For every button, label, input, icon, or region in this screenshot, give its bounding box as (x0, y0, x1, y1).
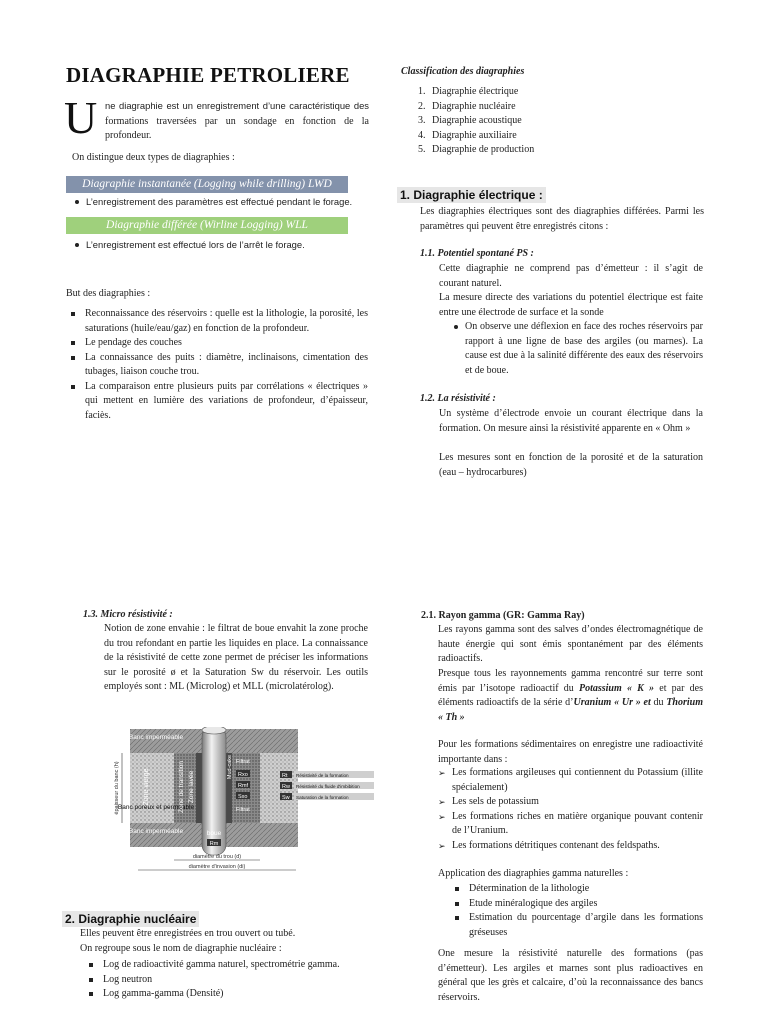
list-item: Log de radioactivité gamma naturel, spectrométrie gamma. (86, 958, 376, 973)
list-item: Détermination de la lithologie (452, 882, 703, 897)
ps-p1: Cette diagraphie ne comprend pas d’émetteur : il s’agit de courant naturel. (439, 263, 703, 289)
nucleaire-p2: On regroupe sous le nom de diagraphie nucléaire : (80, 943, 282, 954)
filtrat-label: Filtrat (236, 759, 250, 765)
list-item: Le pendage des couches (68, 336, 368, 351)
boue-label: boue (206, 830, 222, 837)
dropcap-letter: U (64, 92, 98, 143)
mud-cake-label: Mud-cake (227, 754, 233, 780)
resistivite-title: 1.2. La résistivité : (420, 393, 496, 404)
legend-code-sw: Sw (282, 795, 290, 801)
wll-list (72, 238, 362, 253)
intro-rest: formations traversées par un sondage en fonction de la profondeur. (105, 115, 369, 141)
filtrat-label-2: Filtrat (236, 807, 250, 813)
list-item: Etude minéralogique des argiles (452, 897, 703, 912)
sed-list (438, 766, 703, 853)
epaisseur-label: épaisseur du banc (h) (114, 761, 120, 815)
list-item: L’enregistrement des paramètres est effectué pendant le forage. (72, 195, 362, 210)
electrique-intro: Les diagraphies électriques sont des diagraphies différées. Parmi les paramètres qui peuvent être enregistrés citons : (420, 206, 704, 232)
list-item: ➢ Les formations riches en matière organique pouvant contenir de l’Uranium. (438, 810, 703, 839)
micro-title: 1.3. Micro résistivité : (83, 609, 173, 620)
gamma-final: One mesure la résistivité naturelle des formations (pas d’émetteur). Les argiles et marnes sont plus radioactives en général que les grès et calcaire, d’où la reconnaissance des bancs réservoirs. (438, 948, 703, 1003)
legend-code-rw: Rw (282, 784, 290, 790)
app-list (452, 882, 703, 940)
section-nucleaire-title: 2. Diagraphie nucléaire (62, 911, 199, 927)
app-intro: Application des diagraphies gamma naturelles : (438, 868, 629, 879)
banc-bot-label: Banc imperméable (128, 828, 184, 835)
banner-lwd: Diagraphie instantanée (Logging while drilling) LWD (66, 176, 348, 193)
gamma-p1: Les rayons gamma sont des salves d’ondes électromagnétique de haute énergie qui sont émis spontanément par des éléments radioactifs. (438, 624, 703, 664)
intro-paragraph (105, 99, 369, 144)
resistivite-p1: Un système d’électrode envoie un courant électrique dans la formation. On mesure ainsi la résistivité apparente en « Ohm » (439, 408, 703, 434)
zone-lavee-label: Zone lavée (188, 770, 195, 804)
list-item: Reconnaissance des réservoirs : quelle est la lithologie, la porosité, les saturations (huile/eau/gaz) en fonction de la profondeur. (68, 307, 368, 336)
lwd-list (72, 195, 362, 210)
invasion-diagram (108, 727, 378, 879)
gamma-title: 2.1. Rayon gamma (GR: Gamma Ray) (421, 610, 585, 621)
types-line: On distingue deux types de diagraphies : (72, 152, 235, 163)
legend-text-sw: Saturation de la formation (296, 795, 349, 800)
classification-list (418, 85, 718, 158)
list-item: La comparaison entre plusieurs puits par corrélations « électriques » qui mettent en lumière des variations de profondeur, d’épaisseur, faciès. (68, 380, 368, 424)
list-item: ➢ Les formations détritiques contenant des feldspaths. (438, 839, 703, 854)
list-item: ➢ Les sels de potassium (438, 795, 703, 810)
micro-text: Notion de zone envahie : le filtrat de boue envahit la zone proche du trou refondant en partie les liquides en place. La connaissance de la résistivité de cette zone permet de préciser les informations sur le porosité ø et la Saturation Sw du réservoir. Les outils employés sont : ML (Microlog) et MLL (microlatérolog). (104, 623, 368, 692)
but-heading: But des diagraphies : (66, 288, 151, 299)
gamma-p2: Presque tous les rayonnements gamma rencontré sur terre sont émis par l’isotope radioactif du Potassium « K » et par des éléments radioactifs de la série d’Uranium « Ur » et du Thorium « Th » (438, 668, 704, 723)
list-item: 3. Diagraphie acoustique (418, 115, 522, 126)
list-item: Estimation du pourcentage d’argile dans les formations gréseuses (452, 911, 703, 940)
resistivite-p2: Les mesures sont en fonction de la porosité et de la saturation (eau – hydrocarbures) (439, 452, 703, 478)
list-item: 2. Diagraphie nucléaire (418, 100, 516, 112)
zone-vierge-label: Zone vierge (143, 768, 150, 806)
rxo-label: Rxo (238, 772, 248, 778)
ps-list (451, 320, 703, 378)
list-item: L’enregistrement est effectué lors de l’arrêt le forage. (72, 238, 362, 253)
banner-wll: Diagraphie différée (Wirline Logging) WLL (66, 217, 348, 234)
list-item: On observe une déflexion en face des roches réservoirs par rapport à une ligne de base des argiles (ou marnes). La cause est due à la salinité différente des eaux des réservoirs et de boue. (451, 320, 703, 378)
list-item: 4. Diagraphie auxiliaire (418, 129, 517, 141)
classification-heading: Classification des diagraphies (401, 66, 525, 77)
legend-text-rt: Résistivité de la formation (296, 773, 349, 778)
ps-title: 1.1. Potentiel spontané PS : (420, 248, 534, 259)
banc-top-label: Banc imperméable (128, 734, 184, 741)
rm-label: Rm (209, 841, 219, 847)
diam-inv-label: diamètre d'invasion (di) (188, 864, 246, 870)
banc-mid-label: Banc poreux et perméable (117, 804, 195, 811)
page-title: DIAGRAPHIE PETROLIERE (66, 63, 350, 87)
legend-text-rw: Résistivité du fluide d'imbibition (296, 784, 360, 789)
section-electrique-title: 1. Diagraphie électrique : (397, 187, 546, 203)
ps-p2: La mesure directe des variations du potentiel électrique est faite entre une électrode de surface et la sonde (439, 292, 703, 318)
sed-intro: Pour les formations sédimentaires on enregistre une radioactivité importante dans : (438, 739, 703, 765)
but-list (68, 307, 368, 423)
legend-code-rt: Rt (282, 773, 288, 779)
list-item: 5. Diagraphie de production (418, 144, 535, 155)
diam-trou-label: diamètre du trou (d) (192, 854, 242, 860)
nucleaire-list (86, 958, 376, 1002)
zone-transition-label: Zone de transition (178, 760, 185, 814)
list-item: Log gamma-gamma (Densité) (86, 987, 376, 1002)
nucleaire-p1: Elles peuvent être enregistrées en trou ouvert ou tubé. (80, 928, 296, 939)
list-item: La connaissance des puits : diamètre, inclinaisons, cimentation des tubages, liaison couche trou. (68, 351, 368, 380)
list-item: 1. Diagraphie électrique (418, 86, 519, 97)
list-item: Log neutron (86, 973, 376, 988)
sxo-label: Sxo (238, 794, 248, 800)
rmf-label: Rmf (238, 783, 249, 789)
list-item: ➢ Les formations argileuses qui contiennent du Potassium (illite spécialement) (438, 766, 703, 795)
intro-lead: ne diagraphie est un enregistrement d’une caractéristique des (105, 100, 369, 111)
